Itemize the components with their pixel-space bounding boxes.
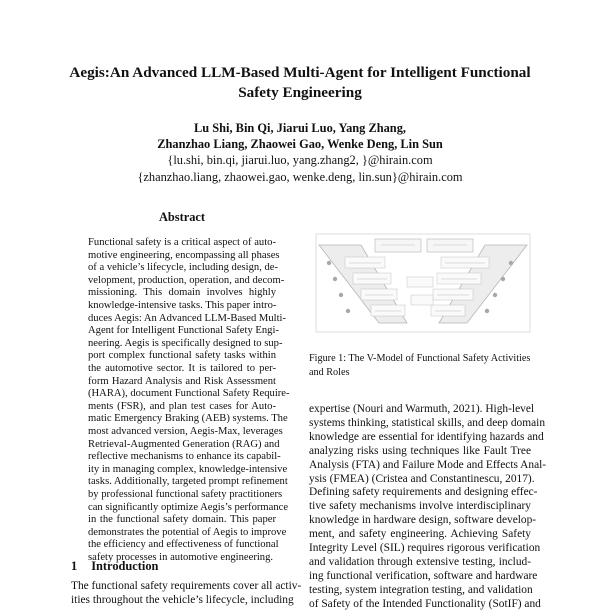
right-line-text: expertise (Nouri and Warmuth, 2021). High-level xyxy=(309,403,535,415)
activity-box xyxy=(407,277,433,287)
abs-line-text: missioning. This domain involves highly xyxy=(88,287,276,299)
right-line-text: Integrity Level (SIL) requires rigorous verification xyxy=(309,542,541,554)
emails-line-1: {lu.shi, bin.qi, jiarui.luo, yang.zhang2, }@hirain.com xyxy=(167,153,433,168)
phase-box xyxy=(375,239,421,252)
right-line-text: of Safety of the Intended Functionality (SotIF) and xyxy=(309,597,541,610)
abs-line-text: ments (FSR), and plan test cases for Auto- xyxy=(88,400,276,412)
abs-line-text: most advanced version, Aegis-Max, leverages xyxy=(88,426,283,437)
paper-title xyxy=(40,63,560,103)
abs-line-text: Agent for Intelligent Functional Safety Engi- xyxy=(88,325,279,337)
emails-line-2: {zhanzhao.liang, zhaowei.gao, wenke.deng, lin.sun}@hirain.com xyxy=(137,169,463,184)
title-line-2: Safety Engineering xyxy=(238,84,362,101)
authors-line-1: Lu Shi, Bin Qi, Jiarui Luo, Yang Zhang, xyxy=(194,121,406,135)
right-line-text: systems thinking, statistical skills, and deep domain xyxy=(309,416,546,429)
right-line-text: testing, system integration testing, and validation xyxy=(309,583,533,596)
v-model-figure xyxy=(315,233,531,333)
abs-line-text: tasks. Additionally, targeted prompt refinement xyxy=(88,476,288,488)
abs-line-text: Functional safety is a critical aspect of auto- xyxy=(88,237,276,248)
authors-line-2: Zhanzhao Liang, Zhaowei Gao, Wenke Deng, Lin Sun xyxy=(157,137,443,152)
abs-line-text: demonstrates the potential of Aegis to improve xyxy=(88,526,287,538)
figure-caption: Figure 1: The V-Model of Functional Safety Activities and Roles xyxy=(309,353,531,378)
abs-line-text: reflective mechanisms to enhance its capabil- xyxy=(88,451,281,463)
abs-line-text: matic Emergency Braking (AEB) systems. The xyxy=(88,413,288,425)
abs-line-text: in the functional safety domain. This paper xyxy=(88,514,276,526)
right-line-text: Analysis (FTA) and Failure Mode and Effects Anal- xyxy=(309,458,547,471)
phase-box xyxy=(427,239,473,252)
abs-line-text: ity in managing complex, knowledge-intensive xyxy=(88,463,288,475)
activity-box xyxy=(437,273,481,284)
right-line-text: ment, and safety engineering. Achieving Safety xyxy=(309,528,531,541)
abs-line-text: safety processes in automotive engineering. xyxy=(88,552,274,563)
section-number: 1 xyxy=(71,559,78,573)
abs-line-text: can significantly optimize Aegis’s performance xyxy=(88,501,289,513)
right-line-text: and validation through extensive testing, includ- xyxy=(309,555,531,568)
abstract-heading: Abstract xyxy=(158,210,206,224)
section-heading-introduction xyxy=(71,559,158,574)
abs-line-text: velopment, production, operation, and decom- xyxy=(88,274,285,286)
activity-box xyxy=(361,289,397,300)
right-line-text: tive safety mechanisms involve interdisciplinary xyxy=(309,500,531,513)
abs-line-text: duces Aegis: An Advanced LLM-Based Multi- xyxy=(88,312,287,324)
section-title: Introduction xyxy=(91,559,159,573)
right-line-text: ing functional verification, software and hardware xyxy=(309,569,538,582)
activity-box xyxy=(353,273,391,284)
abs-line-text: motive engineering, encompassing all phases xyxy=(88,249,280,261)
right-line-text: knowledge in hardware design, software develop- xyxy=(309,514,537,527)
abs-line-text: (HARA), document Functional Safety Require- xyxy=(88,388,290,400)
abs-line-text: neering. Aegis is specifically designed to sup- xyxy=(88,337,283,349)
activity-box xyxy=(431,305,465,316)
right-line-text: ysis (FMEA) (Cristea and Constantinescu, 2017). xyxy=(309,472,535,485)
activity-box xyxy=(433,289,473,300)
abs-line-text: Retrieval-Augmented Generation (RAG) and xyxy=(88,438,280,450)
activity-box xyxy=(345,257,385,268)
author-block xyxy=(40,120,560,185)
right-line-text: knowledge are essential for identifying hazards and xyxy=(309,430,544,443)
activity-box xyxy=(441,257,489,268)
abs-line-text: the efficiency and effectiveness of functional xyxy=(88,539,279,551)
intro-line-text: ities throughout the vehicle’s lifecycle, including xyxy=(71,593,294,606)
right-line-text: analyzing risks using techniques like Fault Tree xyxy=(309,444,531,457)
abs-line-text: form Hazard Analysis and Risk Assessment xyxy=(88,375,276,387)
activity-box xyxy=(411,295,433,305)
right-line-text: Defining safety requirements and designing effec- xyxy=(309,486,538,499)
abs-line-text: the automotive sector. It is tailored to per- xyxy=(88,363,276,374)
title-line-1: Aegis:An Advanced LLM-Based Multi-Agent for Intelligent Functional xyxy=(69,64,531,81)
abs-line-text: by professional functional safety practitioners xyxy=(88,489,283,500)
abs-line-text: port complex functional safety tasks within xyxy=(88,350,276,362)
activity-box xyxy=(371,305,405,316)
intro-line-text: The functional safety requirements cover all activ- xyxy=(71,580,302,592)
abs-line-text: knowledge-intensive tasks. This paper intro- xyxy=(88,300,277,311)
abs-line-text: of a vehicle’s lifecycle, including design, de- xyxy=(88,262,279,274)
